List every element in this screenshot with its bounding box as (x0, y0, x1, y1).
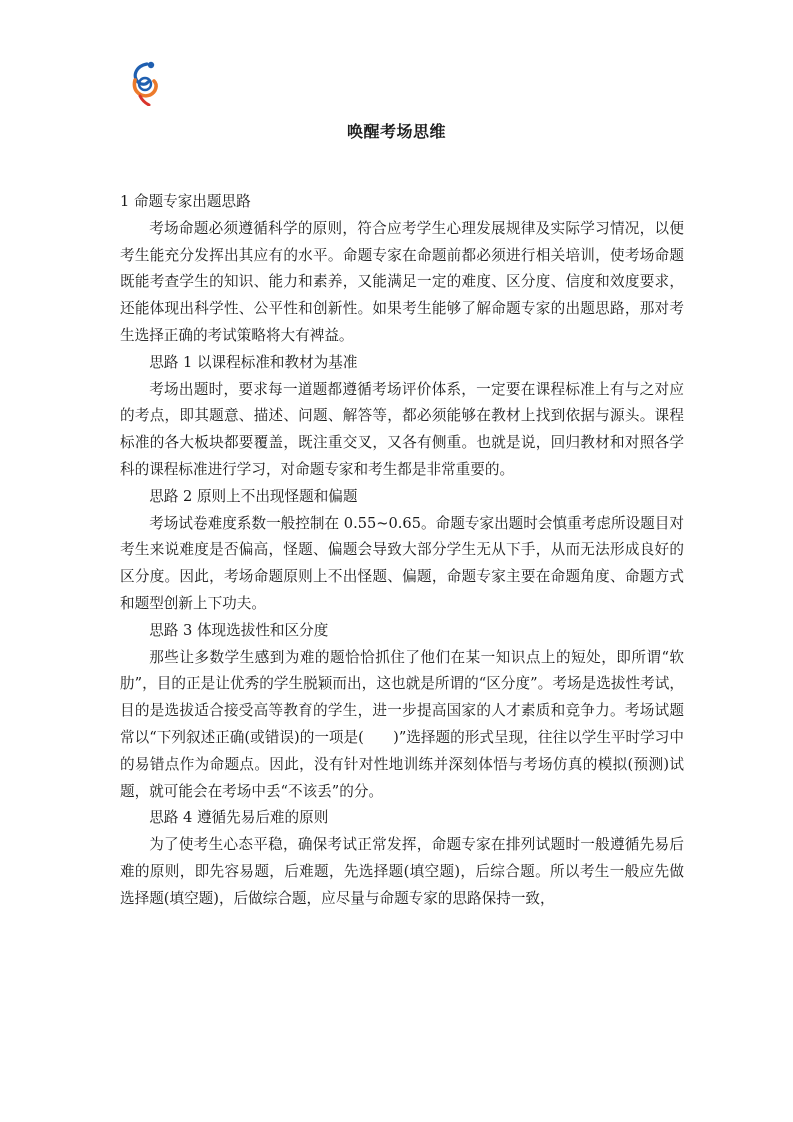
document-body (120, 189, 684, 913)
brand-logo-icon (130, 60, 160, 106)
logo-star-dot (148, 62, 154, 68)
idea-2-paragraph: 考场试卷难度系数一般控制在 0.55~0.65。命题专家出题时会慎重考虑所设题目对考生来说难度是否偏高，怪题、偏题会导致大部分学生无从下手，从而无法形成良好的区分度。因此，考场命题原则上不出怪题、偏题，命题专家主要在命题角度、命题方式和题型创新上下功夫。 (120, 514, 684, 612)
idea-1-paragraph: 考场出题时，要求每一道题都遵循考场评价体系，一定要在课程标准上有与之对应的考点，即其题意、描述、问题、解答等，都必须能够在教材上找到依据与源头。课程标准的各大板块都要覆盖，既注重交叉，又各有侧重。也就是说，回归教材和对照各学科的课程标准进行学习，对命题专家和考生都是非常重要的。 (120, 380, 684, 478)
document-title: 唤醒考场思维 (346, 122, 446, 141)
intro-paragraph: 考场命题必须遵循科学的原则，符合应考学生心理发展规律及实际学习情况，以便考生能充分发挥出其应有的水平。命题专家在命题前都必须进行相关培训，使考场命题既能考查学生的知识、能力和素养，又能满足一定的难度、区分度、信度和效度要求，还能体现出科学性、公平性和创新性。如果考生能够了解命题专家的出题思路，那对考生选择正确的考试策略将大有裨益。 (120, 219, 684, 344)
idea-3-paragraph: 那些让多数学生感到为难的题恰恰抓住了他们在某一知识点上的短处，即所谓“软肋”，目的正是让优秀的学生脱颖而出，这也就是所谓的“区分度”。考场是选拔性考试，目的是选拔适合接受高等教育的学生，进一步提高国家的人才素质和竞争力。考场试题常以“下列叙述正确(或错误)的一项是( )”选择题的形式呈现，往往以学生平时学习中的易错点作为命题点。因此，没有针对性地训练并深刻体悟与考场仿真的模拟(预测)试题，就可能会在考场中丢“不该丢”的分。 (120, 648, 684, 800)
idea-4-paragraph: 为了使考生心态平稳，确保考试正常发挥，命题专家在排列试题时一般遵循先易后难的原则，即先容易题，后难题，先选择题(填空题)，后综合题。所以考生一般应先做选择题(填空题)，后做综合题，应尽量与命题专家的思路保持一致， (120, 836, 684, 907)
idea-4-heading: 思路 4 遵循先易后难的原则 (149, 809, 329, 827)
logo-blue-arc (135, 64, 148, 84)
idea-3-heading: 思路 3 体现选拔性和区分度 (149, 621, 329, 639)
idea-2-heading: 思路 2 原则上不出现怪题和偏题 (149, 487, 358, 505)
idea-1-heading: 思路 1 以课程标准和教材为基准 (149, 353, 358, 371)
section-heading: 1 命题专家出题思路 (120, 193, 251, 210)
